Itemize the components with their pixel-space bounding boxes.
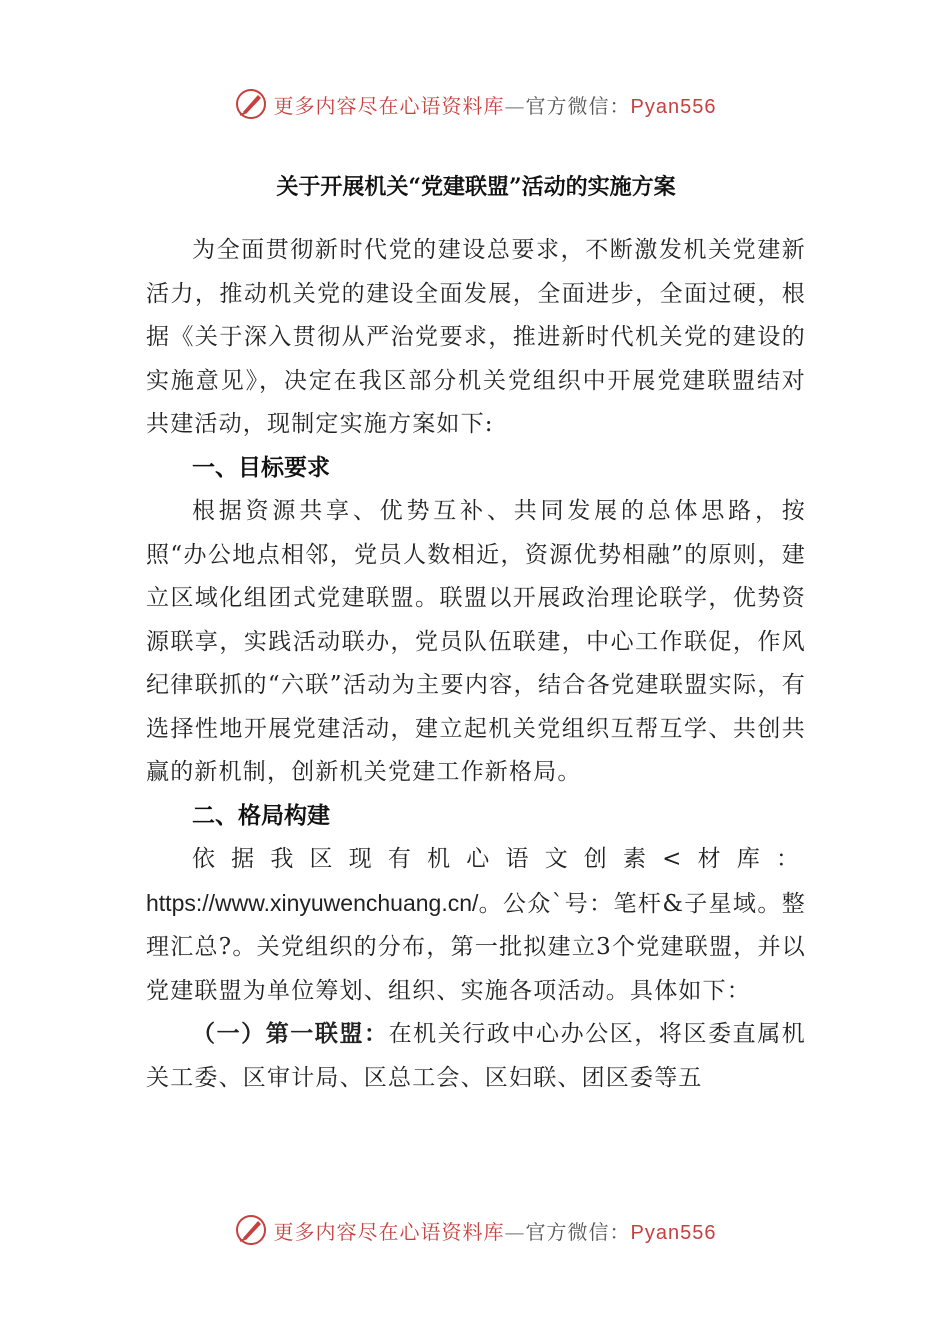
watermark-wechat-id: Pyan556	[630, 95, 717, 118]
alliance-1-paragraph	[146, 1013, 806, 1100]
section-heading-2: 二、格局构建	[192, 802, 330, 829]
watermark-wechat-id: Pyan556	[630, 1221, 717, 1244]
watermark-dash: —	[504, 1219, 526, 1244]
quill-logo-icon	[234, 87, 268, 121]
document-body	[146, 165, 806, 1100]
watermark-text	[274, 90, 717, 119]
section-1-paragraph: 根据资源共享、优势互补、共同发展的总体思路，按照“办公地点相邻，党员人数相近，资源优势相融”的原则，建立区域化组团式党建联盟。联盟以开展政治理论联学，优势资源联享，实践活动联办，党员队伍联建，中心工作联促，作风纪律联抓的“六联”活动为主要内容，结合各党建联盟实际，有选择性地开展党建活动，建立起机关党组织互帮互学、共创共赢的新机制，创新机关党建工作新格局。	[146, 498, 806, 785]
quill-logo-icon	[234, 1213, 268, 1247]
section-heading-1: 一、目标要求	[192, 454, 330, 481]
document-title: 关于开展机关“党建联盟”活动的实施方案	[276, 174, 676, 200]
intro-paragraph: 为全面贯彻新时代党的建设总要求，不断激发机关党建新活力，推动机关党的建设全面发展，全面进步，全面过硬，根据《关于深入贯彻从严治党要求，推进新时代机关党的建设的实施意见》，决定在我区部分机关党组织中开展党建联盟结对共建活动，现制定实施方案如下:	[146, 237, 806, 437]
watermark-main: 更多内容尽在心语资料库	[273, 1219, 505, 1244]
alliance-1-label: （一）第一联盟：	[192, 1021, 389, 1047]
watermark-main: 更多内容尽在心语资料库	[273, 93, 505, 118]
watermark-banner-bottom	[0, 1208, 950, 1252]
section-2-rest: 。公众`号：笔杆&子星域。整理汇总?。关党组织的分布，第一批拟建立3个党建联盟，并以党建联盟为单位筹划、组织、实施各项活动。具体如下：	[146, 890, 806, 1004]
watermark-dash: —	[504, 93, 526, 118]
watermark-wechat-label: 官方微信：	[525, 1219, 631, 1244]
watermark-wechat-label: 官方微信：	[525, 93, 631, 118]
section-2-paragraph	[146, 838, 806, 1013]
watermark-text	[274, 1216, 717, 1245]
watermark-banner-top	[0, 82, 950, 126]
section-2-url: https://www.xinyuwenchuang.cn/	[146, 889, 479, 916]
section-2-lead: 依据我区现有机心语文创素<材库：	[192, 846, 806, 872]
alliance-1-text: 在机关行政中心办公区，将区委直属机关工委、区审计局、区总工会、区妇联、团区委等五	[146, 1021, 806, 1091]
